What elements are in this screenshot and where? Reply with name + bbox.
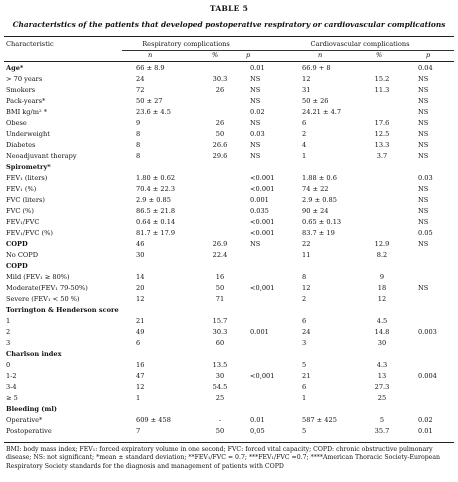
cell-row-label: FEV₁ (%): [6, 185, 37, 193]
table-row: [0, 360, 458, 371]
cell-resp-p: NS: [250, 119, 261, 127]
cell-card-pct: 12.9: [374, 240, 390, 248]
header-resp-p: p: [246, 51, 251, 59]
cell-resp-pct: 29.6: [212, 152, 228, 160]
cell-resp-pct: 50: [215, 427, 225, 435]
table-row: [0, 239, 458, 250]
cell-card-p: 0.02: [418, 416, 433, 424]
cell-card-p: NS: [418, 240, 429, 248]
header-cardiovascular: Cardiovascular complications: [310, 40, 410, 48]
cell-card-n: 31: [302, 86, 311, 94]
cell-card-p: 0.03: [418, 174, 433, 182]
cell-card-n: 6: [302, 317, 307, 325]
cell-resp-pct: 71: [215, 295, 225, 303]
cell-resp-p: 0.035: [250, 207, 269, 215]
cell-resp-n: 1: [136, 394, 141, 402]
cell-resp-p: NS: [250, 97, 261, 105]
cell-row-label: 0: [6, 361, 11, 369]
cell-row-label: Neoadjuvant therapy: [6, 152, 77, 160]
cell-card-n: 24.21 ± 4.7: [302, 108, 342, 116]
cell-row-label: 3-4: [6, 383, 17, 391]
cell-card-n: 4: [302, 141, 307, 149]
cell-resp-pct: 13.5: [212, 361, 228, 369]
cell-resp-p: NS: [250, 75, 261, 83]
cell-resp-n: 30: [136, 251, 145, 259]
cell-row-label: FEV₁/FVC (%): [6, 229, 53, 237]
bottom-rule: [4, 442, 454, 443]
cell-card-n: 1.88 ± 0.6: [302, 174, 337, 182]
cell-row-label: Diabetes: [6, 141, 36, 149]
table-row: [0, 85, 458, 96]
cell-card-n: 24: [302, 328, 311, 336]
cell-resp-pct: 15.7: [212, 317, 228, 325]
cell-card-n: 0.65 ± 0.13: [302, 218, 342, 226]
table-row: [0, 140, 458, 151]
cell-card-p: 0.003: [418, 328, 437, 336]
cell-card-p: NS: [418, 196, 429, 204]
table-row: [0, 415, 458, 426]
cell-resp-pct: 26.9: [212, 240, 228, 248]
table-row: [0, 195, 458, 206]
cell-row-label: COPD: [6, 240, 28, 248]
table-row: [0, 272, 458, 283]
cell-resp-n: 2.9 ± 0.85: [136, 196, 171, 204]
cell-resp-pct: 26: [215, 119, 225, 127]
cell-resp-n: 7: [136, 427, 141, 435]
cell-row-label: No COPD: [6, 251, 39, 259]
cell-card-p: 0.01: [418, 427, 433, 435]
table-row: [0, 217, 458, 228]
cell-resp-n: 0.64 ± 0.14: [136, 218, 176, 226]
cell-resp-p: 0.001: [250, 328, 269, 336]
cell-resp-n: 47: [136, 372, 145, 380]
cell-card-p: NS: [418, 108, 429, 116]
table-row: [0, 404, 458, 415]
cell-row-label: BMI kg/m² *: [6, 108, 48, 116]
cell-card-n: 11: [302, 251, 311, 259]
cell-resp-pct: 26.6: [212, 141, 228, 149]
cell-row-label: Obese: [6, 119, 27, 127]
table-row: [0, 349, 458, 360]
table-row: [0, 173, 458, 184]
cell-resp-n: 6: [136, 339, 141, 347]
cell-card-n: 66.9 + 8: [302, 64, 331, 72]
cell-card-p: NS: [418, 97, 429, 105]
cell-resp-pct: -: [218, 416, 222, 424]
cell-row-label: Underweight: [6, 130, 50, 138]
table-row: [0, 63, 458, 74]
cell-resp-n: 72: [136, 86, 145, 94]
cell-card-pct: 12.5: [374, 130, 390, 138]
header-characteristic: Characteristic: [6, 40, 54, 48]
table-row: [0, 107, 458, 118]
cell-card-n: 2: [302, 130, 307, 138]
cell-row-label: COPD: [6, 262, 28, 270]
header-card-p: p: [426, 51, 431, 59]
table-row: [0, 393, 458, 404]
cell-resp-n: 609 ± 458: [136, 416, 171, 424]
cell-card-p: 0.004: [418, 372, 437, 380]
cell-resp-p: NS: [250, 86, 261, 94]
cell-resp-n: 23.6 ± 4.5: [136, 108, 171, 116]
cell-card-p: NS: [418, 218, 429, 226]
cell-resp-n: 46: [136, 240, 145, 248]
cell-card-p: NS: [418, 86, 429, 94]
header-row-columns: [0, 50, 458, 61]
cell-resp-p: <0.001: [250, 218, 275, 226]
cell-card-p: NS: [418, 75, 429, 83]
cell-row-label: Smokers: [6, 86, 36, 94]
cell-row-label: Pack-years*: [6, 97, 46, 105]
header-resp-n: n: [148, 51, 153, 59]
cell-card-n: 3: [302, 339, 307, 347]
cell-resp-n: 14: [136, 273, 145, 281]
cell-card-n: 5: [302, 427, 307, 435]
cell-resp-pct: 30: [215, 372, 225, 380]
cell-resp-n: 70.4 ± 22.3: [136, 185, 176, 193]
cell-card-p: NS: [418, 284, 429, 292]
cell-card-n: 50 ± 26: [302, 97, 329, 105]
cell-resp-p: 0.02: [250, 108, 265, 116]
cell-row-label: 2: [6, 328, 11, 336]
cell-resp-n: 12: [136, 383, 145, 391]
cell-row-label: FVC (liters): [6, 196, 45, 204]
cell-resp-pct: 25: [215, 394, 225, 402]
cell-row-label: Postoperative: [6, 427, 52, 435]
cell-card-pct: 15.2: [374, 75, 390, 83]
cell-row-label: Operative*: [6, 416, 43, 424]
cell-card-p: NS: [418, 119, 429, 127]
cell-resp-p: 0.03: [250, 130, 265, 138]
cell-resp-p: 0.01: [250, 64, 265, 72]
table-row: [0, 206, 458, 217]
table-row: [0, 129, 458, 140]
header-respiratory: Respiratory complications: [142, 40, 230, 48]
cell-resp-n: 21: [136, 317, 145, 325]
cell-row-label: Charlson index: [6, 350, 62, 358]
header-card-pct: %: [376, 51, 383, 59]
cell-resp-p: NS: [250, 141, 261, 149]
cell-resp-n: 49: [136, 328, 145, 336]
table-row: [0, 184, 458, 195]
cell-resp-n: 66 ± 8.9: [136, 64, 165, 72]
cell-row-label: 3: [6, 339, 11, 347]
cell-card-p: 0.05: [418, 229, 433, 237]
cell-card-pct: 13.3: [374, 141, 390, 149]
cell-card-n: 6: [302, 119, 307, 127]
cell-card-pct: 3.7: [376, 152, 388, 160]
cell-resp-p: NS: [250, 240, 261, 248]
cell-resp-n: 20: [136, 284, 145, 292]
cell-row-label: ≥ 5: [6, 394, 18, 402]
cell-card-pct: 35.7: [374, 427, 390, 435]
cell-card-pct: 4.5: [376, 317, 388, 325]
top-rule: [4, 36, 454, 37]
cell-resp-pct: 26: [215, 86, 225, 94]
cell-resp-p: NS: [250, 152, 261, 160]
cell-card-n: 74 ± 22: [302, 185, 329, 193]
table-row: [0, 294, 458, 305]
cell-card-pct: 9: [379, 273, 385, 281]
cell-row-label: Mild (FEV₁ ≥ 80%): [6, 273, 70, 281]
cell-card-n: 8: [302, 273, 307, 281]
table-row: [0, 426, 458, 437]
cell-resp-pct: 16: [215, 273, 225, 281]
cell-card-n: 6: [302, 383, 307, 391]
cell-resp-p: <0.001: [250, 174, 275, 182]
cell-resp-p: <0,001: [250, 372, 275, 380]
cell-row-label: 1-2: [6, 372, 17, 380]
cell-resp-n: 12: [136, 295, 145, 303]
cell-card-p: NS: [418, 141, 429, 149]
header-bottom-rule: [4, 61, 454, 62]
cell-row-label: > 70 years: [6, 75, 43, 83]
cell-resp-n: 8: [136, 130, 141, 138]
cell-card-pct: 25: [377, 394, 387, 402]
cell-card-p: NS: [418, 152, 429, 160]
table-caption: Characteristics of the patients that developed postoperative respiratory or cardiovascular complications: [12, 20, 446, 29]
table-row: [0, 151, 458, 162]
cell-resp-p: 0,05: [250, 427, 265, 435]
cell-card-n: 2: [302, 295, 307, 303]
cell-resp-pct: 30.3: [212, 328, 228, 336]
cell-card-pct: 27.3: [374, 383, 390, 391]
cell-card-pct: 30: [377, 339, 387, 347]
cell-card-pct: 18: [377, 284, 387, 292]
table-row: [0, 74, 458, 85]
cell-resp-p: 0.001: [250, 196, 269, 204]
cell-card-n: 12: [302, 75, 311, 83]
cell-resp-pct: 54.5: [212, 383, 228, 391]
cell-row-label: Severe (FEV₁ < 50 %): [6, 295, 80, 303]
table-row: [0, 250, 458, 261]
table-row: [0, 316, 458, 327]
cell-card-n: 2.9 ± 0.85: [302, 196, 337, 204]
cell-resp-pct: 50: [215, 284, 225, 292]
table-row: [0, 283, 458, 294]
cell-resp-p: <0,001: [250, 284, 275, 292]
cell-card-p: NS: [418, 130, 429, 138]
cell-card-pct: 4.3: [376, 361, 388, 369]
cell-card-p: 0.04: [418, 64, 433, 72]
cell-row-label: FEV₁/FVC: [6, 218, 40, 226]
cell-card-pct: 12: [377, 295, 387, 303]
cell-row-label: Torrington & Henderson score: [6, 306, 119, 314]
cell-row-label: FVC (%): [6, 207, 34, 215]
cell-resp-pct: 30.3: [212, 75, 228, 83]
cell-resp-n: 8: [136, 152, 141, 160]
table-row: [0, 338, 458, 349]
cell-card-pct: 17.6: [374, 119, 390, 127]
cell-card-n: 1: [302, 152, 307, 160]
cell-row-label: Moderate(FEV₁ 79-50%): [6, 284, 88, 292]
table-row: [0, 96, 458, 107]
cell-row-label: Age*: [6, 64, 24, 72]
cell-resp-n: 1.80 ± 0.62: [136, 174, 176, 182]
cell-card-n: 12: [302, 284, 311, 292]
cell-resp-pct: 60: [215, 339, 225, 347]
table-row: [0, 371, 458, 382]
cell-resp-n: 81.7 ± 17.9: [136, 229, 176, 237]
cell-card-n: 90 ± 24: [302, 207, 329, 215]
table-number: TABLE 5: [209, 4, 249, 13]
cell-resp-p: <0.001: [250, 185, 275, 193]
cell-card-n: 83.7 ± 19: [302, 229, 335, 237]
table-row: [0, 305, 458, 316]
table-row: [0, 382, 458, 393]
cell-card-n: 21: [302, 372, 311, 380]
cell-card-pct: 5: [379, 416, 385, 424]
cell-card-n: 587 ± 425: [302, 416, 337, 424]
header-card-n: n: [318, 51, 323, 59]
cell-card-n: 5: [302, 361, 307, 369]
cell-resp-pct: 50: [215, 130, 225, 138]
cell-resp-p: <0.001: [250, 229, 275, 237]
header-row-groups: [0, 39, 458, 50]
cell-resp-n: 86.5 ± 21.8: [136, 207, 176, 215]
cell-resp-pct: 22.4: [212, 251, 228, 259]
table-row: [0, 162, 458, 173]
cell-row-label: FEV₁ (liters): [6, 174, 48, 182]
cell-card-pct: 14.8: [374, 328, 390, 336]
cell-card-n: 1: [302, 394, 307, 402]
cell-card-pct: 8.2: [376, 251, 388, 259]
cell-card-pct: 13: [377, 372, 387, 380]
table-footnote: BMI: body mass index; FEV₁: forced expiratory volume in one second; FVC: forced vital capacity; COPD: chronic obstructive pulmonary disease; NS: not significant; *mean ± standard deviation; **FEV₁/FVC = 0.7; ***FEV₁/FVC =0.7; ****American Thoracic Society-European Respiratory Society standards for the diagnosis and management of patients with COPD: [6, 446, 441, 470]
table-row: [0, 118, 458, 129]
cell-resp-n: 9: [136, 119, 141, 127]
cell-resp-n: 16: [136, 361, 145, 369]
cell-row-label: 1: [6, 317, 11, 325]
header-resp-pct: %: [212, 51, 219, 59]
cell-resp-n: 8: [136, 141, 141, 149]
cell-resp-p: 0.01: [250, 416, 265, 424]
cell-card-pct: 11.3: [374, 86, 390, 94]
table-row: [0, 228, 458, 239]
cell-card-n: 22: [302, 240, 311, 248]
cell-card-p: NS: [418, 207, 429, 215]
cell-row-label: Spirometry*: [6, 163, 51, 171]
cell-row-label: Bleeding (ml): [6, 405, 58, 413]
cell-resp-n: 50 ± 27: [136, 97, 163, 105]
table-row: [0, 261, 458, 272]
cell-resp-n: 24: [136, 75, 145, 83]
table-row: [0, 327, 458, 338]
cell-card-p: NS: [418, 185, 429, 193]
